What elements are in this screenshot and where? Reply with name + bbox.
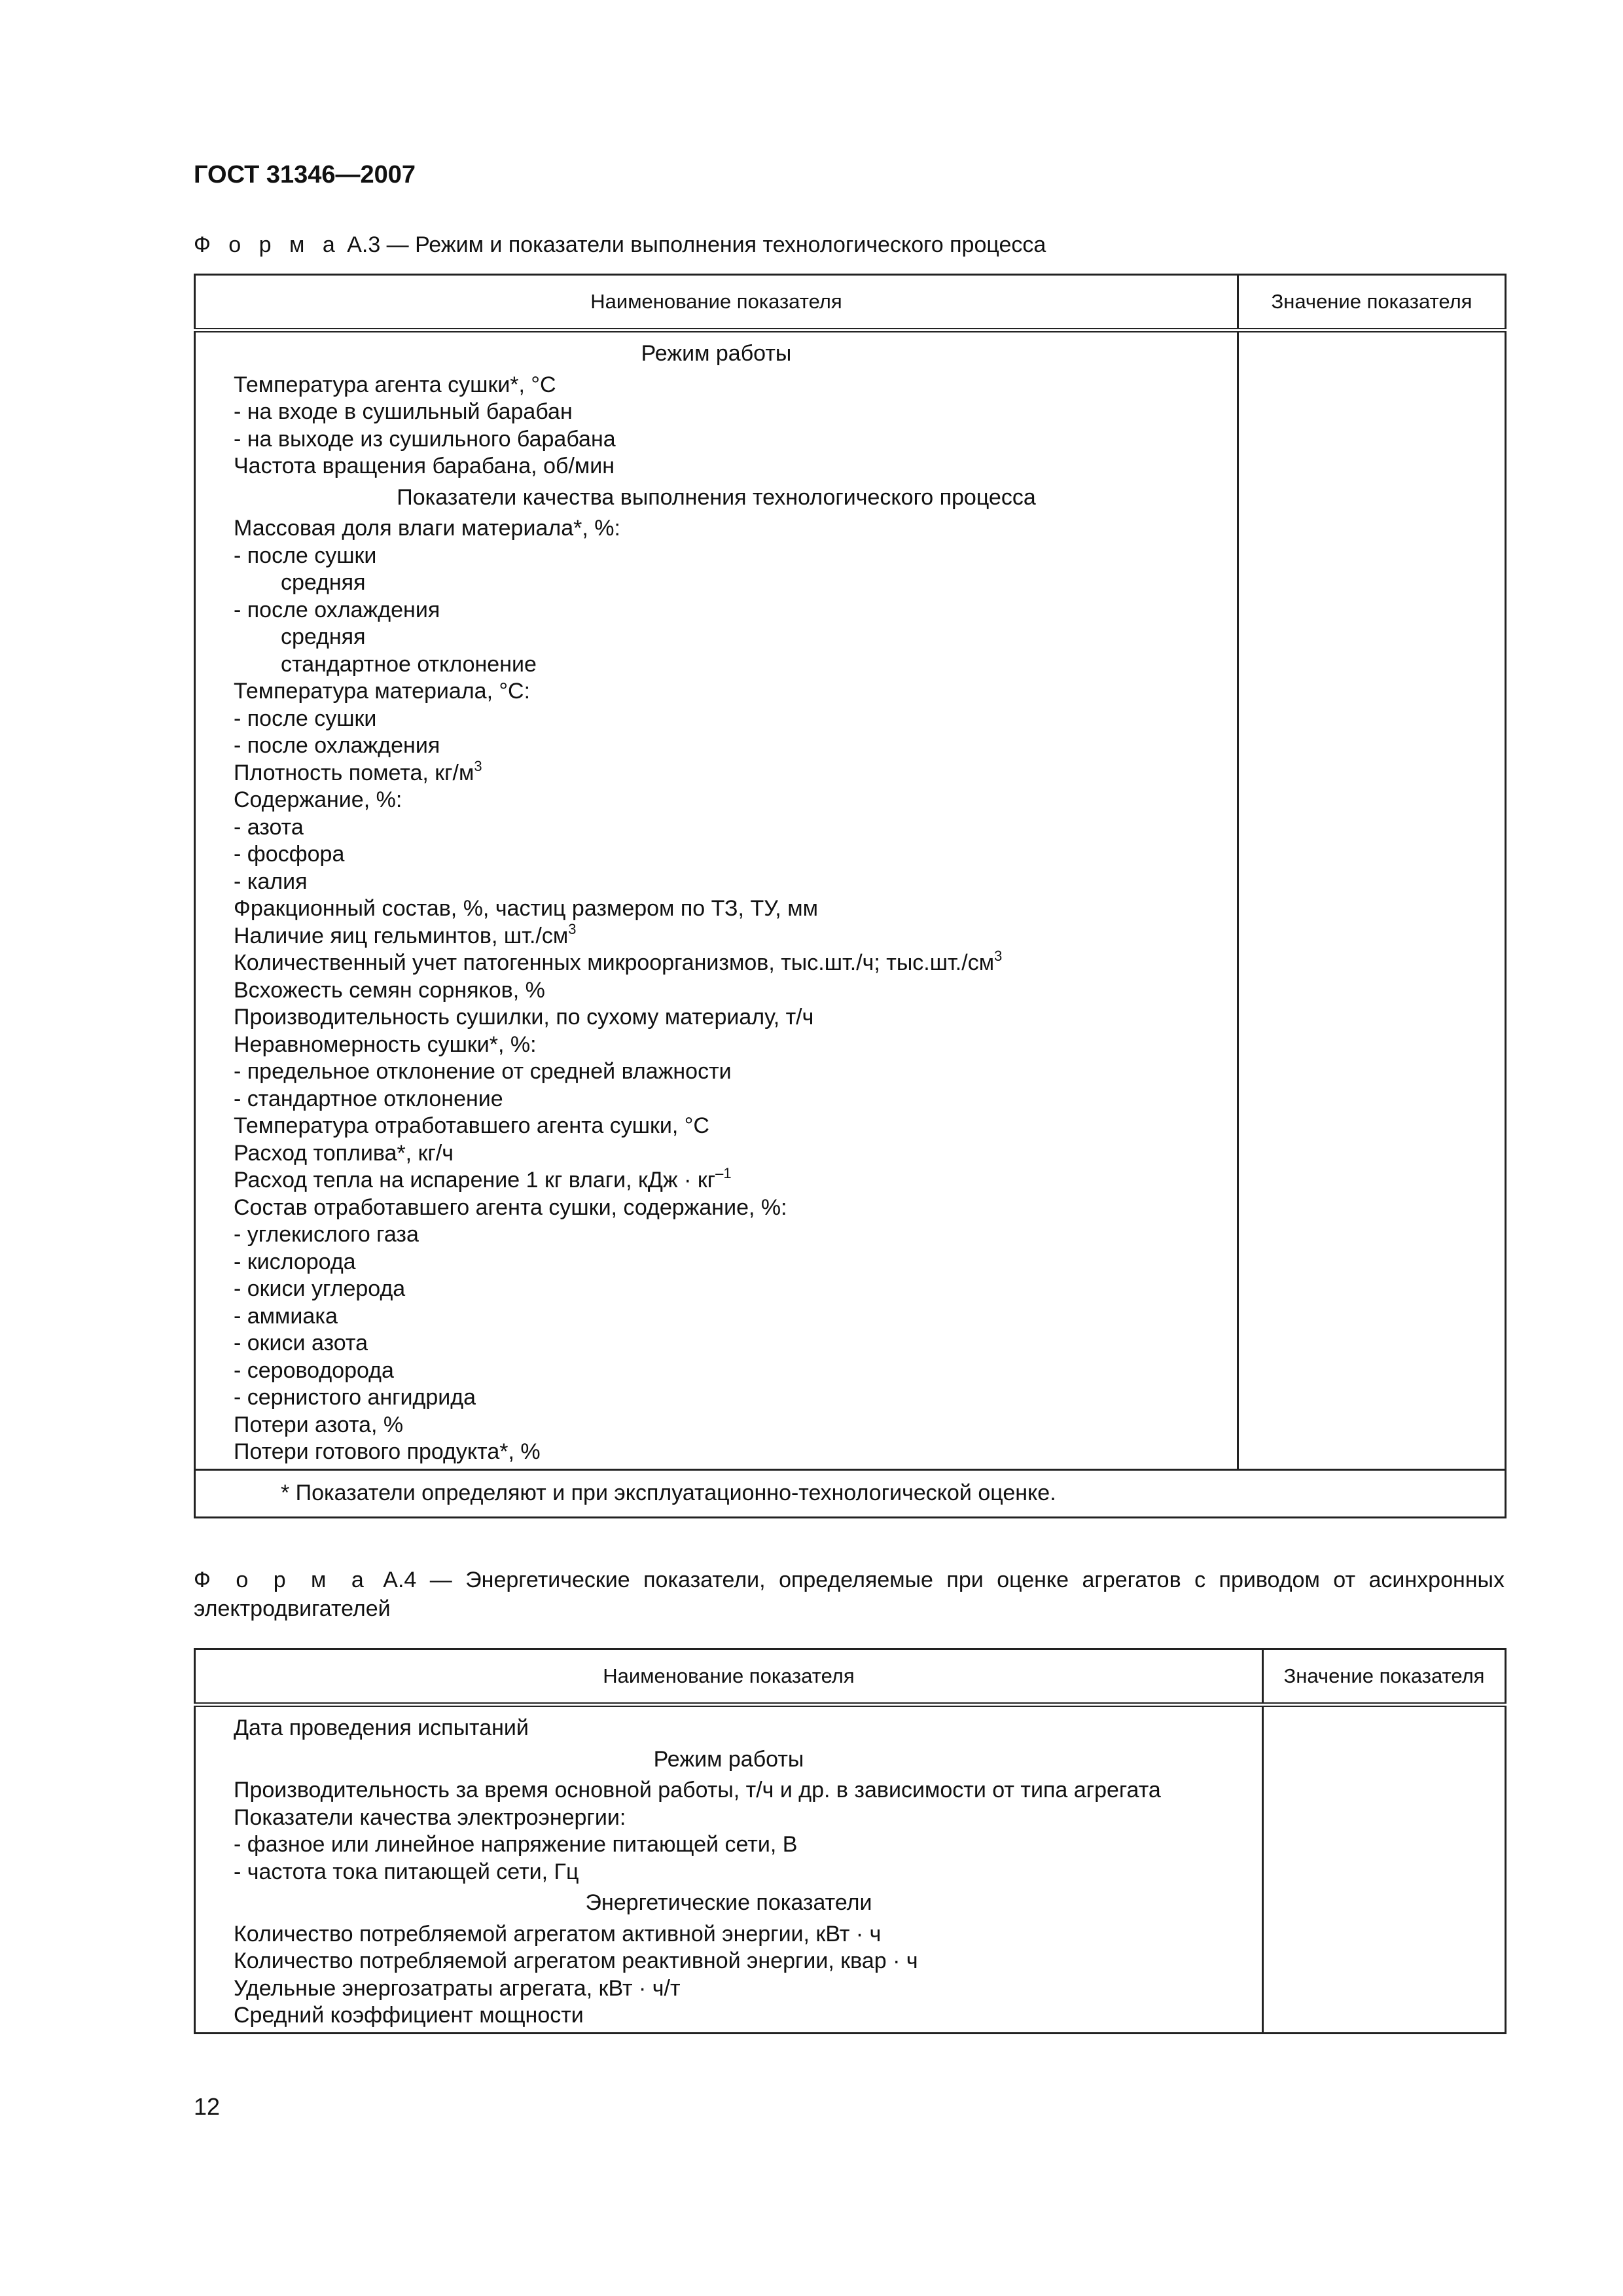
indicator-line: Состав отработавшего агента сушки, содержание, %:: [234, 1194, 787, 1220]
indicator-line: Содержание, %:: [234, 787, 402, 812]
indicator-list: [195, 1705, 1263, 2034]
indicator-line: - кислорода: [234, 1249, 356, 1274]
indicator-line: [234, 950, 1230, 977]
indicator-line: - окиси углерода: [234, 1276, 406, 1301]
footnote: * Показатели определяют и при эксплуатационно-технологической оценке.: [195, 1469, 1506, 1517]
indicator-line: - на входе в сушильный барабан: [234, 399, 573, 424]
indicator-line: Количество потребляемой агрегатом реактивной энергии, квар · ч: [234, 1948, 918, 1973]
column-header-value: Значение показателя: [1263, 1649, 1506, 1705]
indicator-line: Всхожесть семян сорняков, %: [234, 977, 545, 1003]
indicator-line: стандартное отклонение: [281, 651, 537, 677]
indicator-line: - после сушки: [234, 706, 377, 731]
form-a3-caption-word: Ф о р м а: [194, 232, 341, 257]
column-header-value: Значение показателя: [1238, 275, 1506, 331]
superscript: 3: [474, 757, 482, 774]
superscript: 3: [994, 948, 1003, 964]
indicator-line: Удельные энергозатраты агрегата, кВт · ч/т: [234, 1975, 681, 2001]
indicator-line: - азота: [234, 814, 304, 840]
indicator-line: - сернистого ангидрида: [234, 1385, 476, 1410]
indicator-text: Наличие яиц гельминтов, шт./см: [234, 923, 569, 948]
indicator-text: Плотность помета, кг/м: [234, 760, 474, 785]
indicator-line: Производительность сушилки, по сухому материалу, т/ч: [234, 1005, 814, 1030]
indicator-line: средняя: [281, 570, 366, 595]
indicator-line: Количество потребляемой агрегатом активной энергии, кВт · ч: [234, 1921, 882, 1946]
indicator-line: - фазное или линейное напряжение питающей сети, В: [234, 1832, 798, 1857]
indicator-line: Фракционный состав, %, частиц размером по ТЗ, ТУ, мм: [234, 896, 818, 921]
indicator-line: [234, 1167, 1230, 1194]
indicator-line: - предельное отклонение от средней влажности: [234, 1059, 732, 1084]
form-a3-table: [194, 274, 1507, 1518]
form-a3-caption: [194, 230, 1046, 259]
indicator-line: - после охлаждения: [234, 597, 440, 622]
indicator-line: - калия: [234, 869, 308, 894]
indicator-line: Массовая доля влаги материала*, %:: [234, 516, 620, 541]
indicator-line: - после охлаждения: [234, 733, 440, 758]
indicator-line: Температура отработавшего агента сушки, °С: [234, 1113, 709, 1138]
indicator-line: Частота вращения барабана, об/мин: [234, 454, 615, 478]
indicator-line: - окиси азота: [234, 1331, 368, 1355]
indicator-line: Потери готового продукта*, %: [234, 1439, 541, 1464]
indicator-line: - фосфора: [234, 842, 345, 867]
indicator-line: - после сушки: [234, 543, 377, 568]
indicator-line: - частота тока питающей сети, Гц: [234, 1859, 579, 1884]
indicator-text: Расход тепла на испарение 1 кг влаги, кДж · кг: [234, 1168, 716, 1193]
column-header-name: Наименование показателя: [195, 1649, 1263, 1705]
value-cell[interactable]: [1263, 1705, 1506, 2034]
superscript: 3: [568, 920, 577, 937]
superscript: –1: [715, 1165, 732, 1181]
value-cell[interactable]: [1238, 331, 1506, 1470]
indicator-line: - сероводорода: [234, 1357, 394, 1383]
form-a4-table: [194, 1648, 1507, 2034]
indicator-line: Расход топлива*, кг/ч: [234, 1140, 454, 1166]
indicator-text: Количественный учет патогенных микроорганизмов, тыс.шт./ч; тыс.шт./см: [234, 950, 995, 975]
indicator-line: Производительность за время основной работы, т/ч и др. в зависимости от типа агрегата: [234, 1778, 1161, 1803]
column-header-name: Наименование показателя: [195, 275, 1238, 331]
indicator-line: Потери азота, %: [234, 1412, 404, 1437]
form-a4-caption: [194, 1566, 1505, 1623]
section-heading-quality: Показатели качества выполнения технологического процесса: [397, 484, 1036, 510]
indicator-line: Показатели качества электроэнергии:: [234, 1804, 626, 1830]
form-a4-caption-text: А.4 — Энергетические показатели, определяемые при оценке агрегатов с приводом от асинхронных электродвигателей: [194, 1568, 1505, 1621]
indicator-line: Дата проведения испытаний: [234, 1715, 529, 1740]
section-heading-mode: Режим работы: [653, 1746, 804, 1772]
page-number: 12: [194, 2093, 221, 2120]
indicator-line: - углекислого газа: [234, 1222, 419, 1247]
indicator-line: Неравномерность сушки*, %:: [234, 1031, 537, 1057]
section-heading-mode: Режим работы: [641, 341, 792, 366]
indicator-line: [234, 757, 1230, 787]
indicator-line: Температура материала, °С:: [234, 679, 531, 704]
indicator-line: средняя: [281, 624, 366, 649]
indicator-line: [234, 920, 1230, 950]
form-a4-caption-word: Ф о р м а: [194, 1568, 370, 1592]
indicator-line: Температура агента сушки*, °С: [234, 372, 556, 397]
section-heading-energy: Энергетические показатели: [585, 1890, 872, 1915]
indicator-line: - на выходе из сушильного барабана: [234, 426, 616, 452]
indicator-line: - стандартное отклонение: [234, 1086, 503, 1111]
indicator-line: - аммиака: [234, 1303, 338, 1329]
document-header: ГОСТ 31346—2007: [194, 161, 416, 188]
indicator-line: Средний коэффициент мощности: [234, 2003, 584, 2028]
form-a3-caption-text: А.3 — Режим и показатели выполнения технологического процесса: [340, 232, 1046, 257]
indicator-list: [195, 331, 1238, 1470]
